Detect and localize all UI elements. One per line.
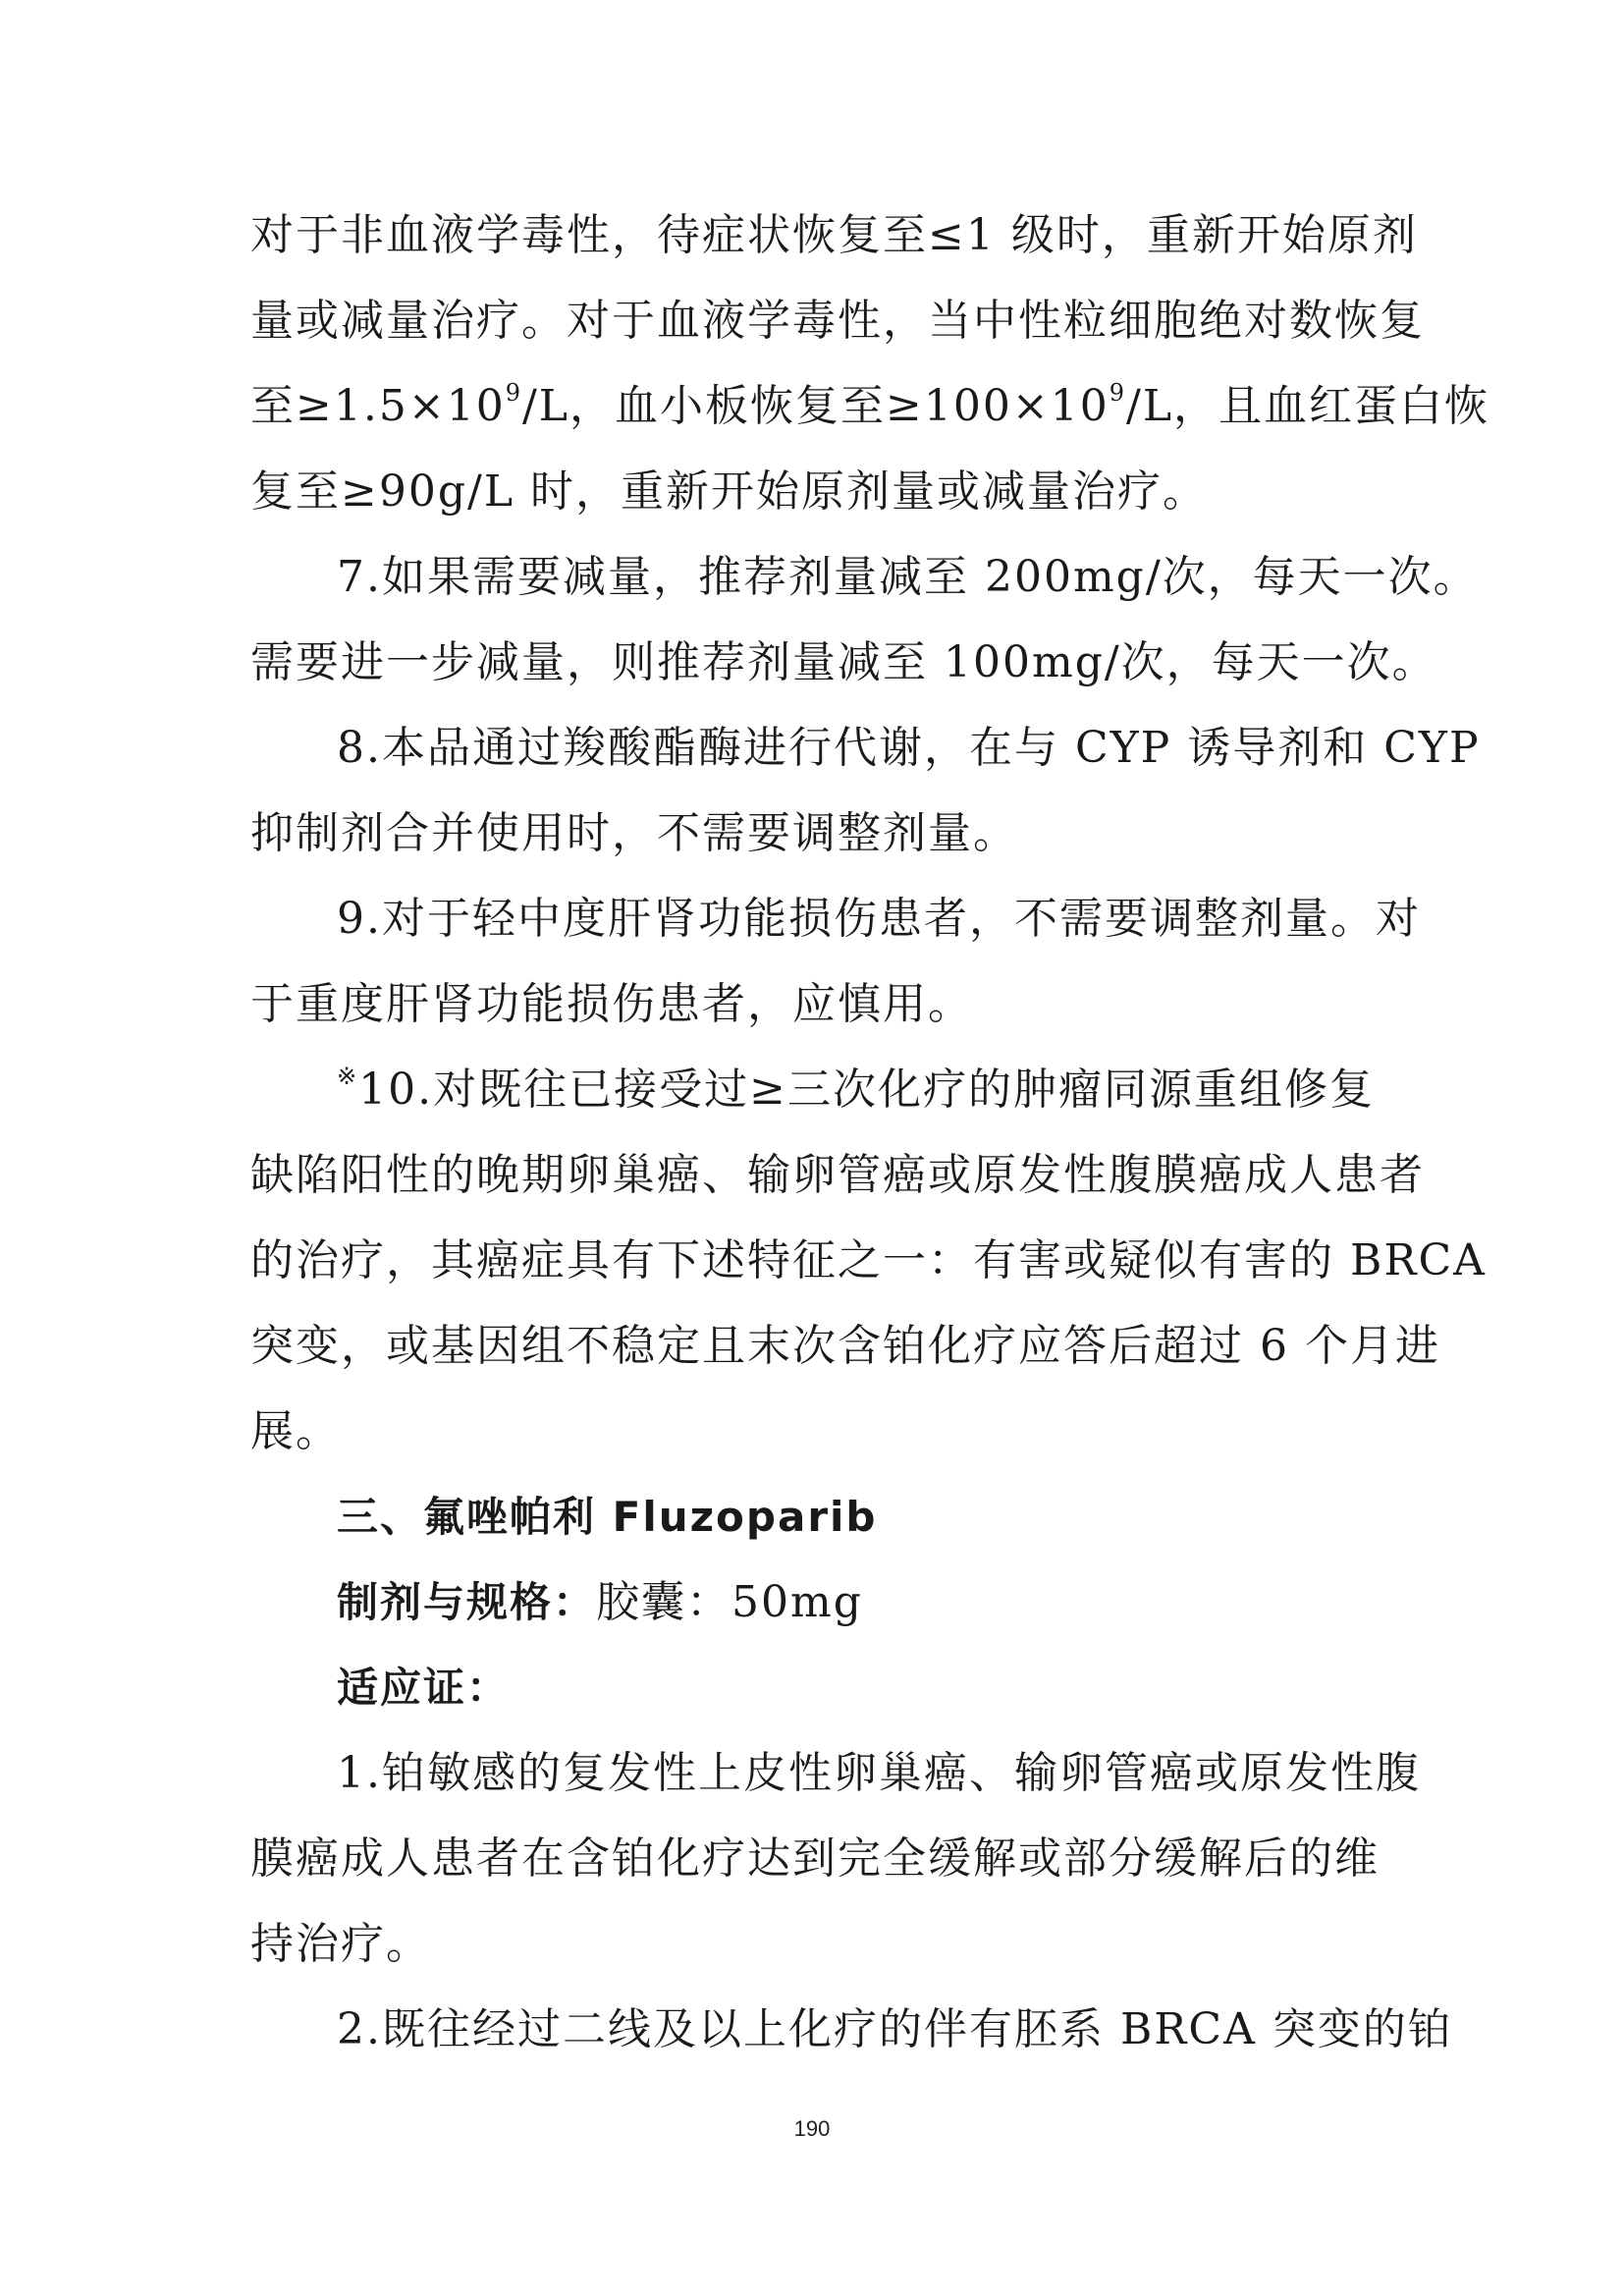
text-line: 抑制剂合并使用时，不需要调整剂量。 bbox=[250, 808, 1018, 858]
asterisk-mark: ※ bbox=[337, 1063, 359, 1091]
text-line: 对于非血液学毒性，待症状恢复至≤1 级时，重新开始原剂 bbox=[250, 210, 1418, 260]
text-fragment: 10.对既往已接受过≥三次化疗的肿瘤同源重组修复 bbox=[358, 1065, 1375, 1115]
text-line bbox=[250, 1047, 1389, 1132]
text-line: 缺陷阳性的晚期卵巢癌、输卵管癌或原发性腹膜癌成人患者 bbox=[250, 1150, 1425, 1200]
text-line: 于重度肝肾功能损伤患者，应慎用。 bbox=[250, 979, 973, 1029]
text-fragment: 至≥1.5×10 bbox=[250, 381, 506, 431]
text-line: 需要进一步减量，则推荐剂量减至 100mg/次，每天一次。 bbox=[250, 637, 1437, 687]
text-line: 膜癌成人患者在含铂化疗达到完全缓解或部分缓解后的维 bbox=[250, 1833, 1380, 1884]
text-line: 9.对于轻中度肝肾功能损伤患者，不需要调整剂量。对 bbox=[337, 894, 1421, 944]
spec-value: 胶囊：50mg bbox=[596, 1577, 863, 1627]
text-line: 2.既往经过二线及以上化疗的伴有胚系 BRCA 突变的铂 bbox=[337, 2004, 1453, 2054]
indication-line bbox=[250, 1645, 1389, 1730]
text-line: 展。 bbox=[250, 1406, 341, 1456]
text-line: 量或减量治疗。对于血液学毒性，当中性粒细胞绝对数恢复 bbox=[250, 296, 1425, 346]
text-line: 的治疗，其癌症具有下述特征之一：有害或疑似有害的 BRCA bbox=[250, 1235, 1487, 1285]
spec-line bbox=[250, 1559, 1389, 1645]
text-line: 复至≥90g/L 时，重新开始原剂量或减量治疗。 bbox=[250, 466, 1209, 517]
text-line: 突变，或基因组不稳定且末次含铂化疗应答后超过 6 个月进 bbox=[250, 1321, 1440, 1371]
text-line: 8.本品通过羧酸酯酶进行代谢，在与 CYP 诱导剂和 CYP bbox=[337, 723, 1481, 773]
text-line bbox=[250, 363, 1490, 449]
superscript: 9 bbox=[505, 379, 522, 408]
text-fragment: /L，血小板恢复至≥100×10 bbox=[521, 381, 1110, 431]
spec-label: 制剂与规格： bbox=[337, 1578, 597, 1626]
indication-label: 适应证： bbox=[337, 1664, 511, 1712]
superscript: 9 bbox=[1109, 379, 1127, 408]
section-heading: 三、氟唑帕利 Fluzoparib bbox=[337, 1493, 878, 1541]
text-line: 持治疗。 bbox=[250, 1919, 431, 1969]
page-number: 190 bbox=[793, 2116, 831, 2141]
body-text bbox=[250, 192, 1490, 2072]
text-line: 7.如果需要减量，推荐剂量减至 200mg/次，每天一次。 bbox=[337, 552, 1479, 602]
text-fragment: /L，且血红蛋白恢 bbox=[1126, 381, 1490, 431]
text-line: 1.铂敏感的复发性上皮性卵巢癌、输卵管癌或原发性腹 bbox=[337, 1748, 1421, 1798]
